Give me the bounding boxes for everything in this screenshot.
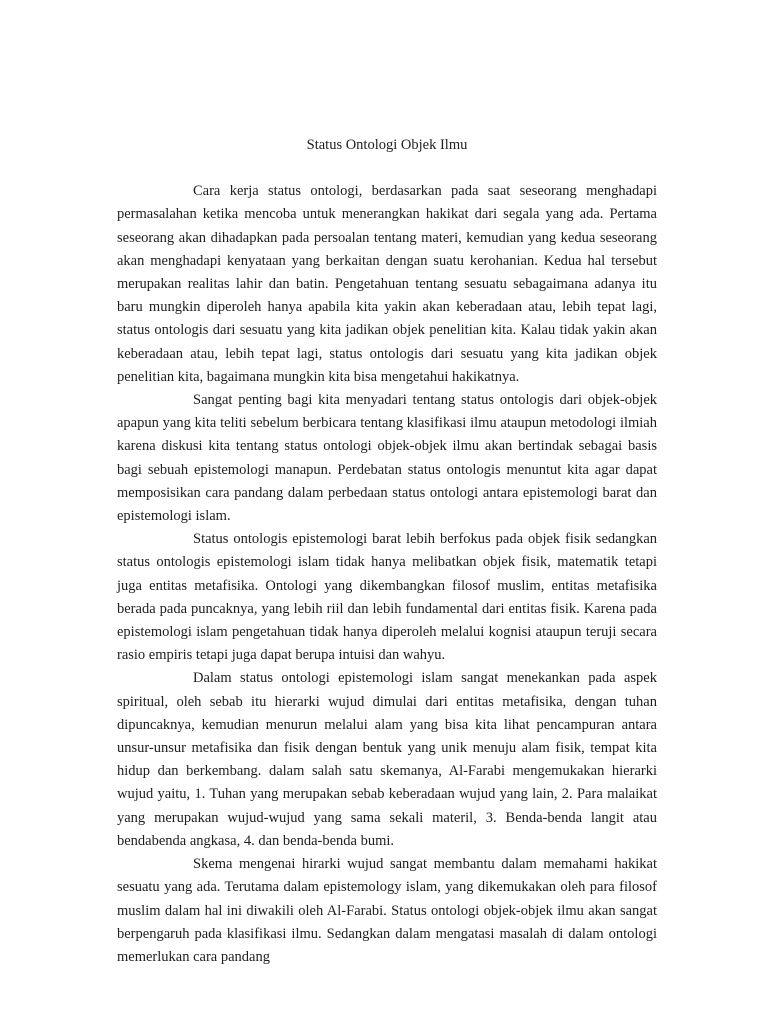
paragraph-3: Status ontologis epistemologi barat lebih berfokus pada objek fisik sedangkan status ontologis epistemologi islam tidak hanya melibatkan objek fisik, matematik tetapi juga entitas metafisika. Ontologi yang dikembangkan filosof muslim, entitas metafisika berada pada puncaknya, yang lebih riil dan lebih fundamental dari entitas fisik. Karena pada epistemologi islam pengetahuan tidak hanya diperoleh melalui kognisi ataupun teruji secara rasio empiris tetapi juga dapat berupa intuisi dan wahyu.: [117, 531, 657, 664]
paragraph-1: Cara kerja status ontologi, berdasarkan pada saat seseorang menghadapi permasalahan ketika mencoba untuk menerangkan hakikat dari segala yang ada. Pertama seseorang akan dihadapkan pada persoalan tentang materi, kemudian yang kedua seseorang akan menghadapi kenyataan yang berkaitan dengan suatu kerohanian. Kedua hal tersebut merupakan realitas lahir dan batin. Pengetahuan tentang sesuatu sebagaimana adanya itu baru mungkin diperoleh hanya apabila kita yakin akan keberadaan atau, lebih tepat lagi, status ontologis dari sesuatu yang kita jadikan objek penelitian kita. Kalau tidak yakin akan keberadaan atau, lebih tepat lagi, status ontologis dari sesuatu yang kita jadikan objek penelitian kita, bagaimana mungkin kita bisa mengetahui hakikatnya.: [117, 183, 657, 385]
paragraph-5: Skema mengenai hirarki wujud sangat membantu dalam memahami hakikat sesuatu yang ada. Terutama dalam epistemology islam, yang dikemukakan oleh para filosof muslim dalam hal ini diwakili oleh Al-Farabi. Status ontologi objek-objek ilmu akan sangat berpengaruh pada klasifikasi ilmu. Sedangkan dalam mengatasi masalah di dalam ontologi memerlukan cara pandang: [117, 856, 657, 965]
document-title: Status Ontologi Objek Ilmu: [306, 137, 468, 153]
paragraph-2: Sangat penting bagi kita menyadari tentang status ontologis dari objek-objek apapun yang kita teliti sebelum berbicara tentang klasifikasi ilmu ataupun metodologi ilmiah karena diskusi kita tentang status ontologi objek-objek ilmu akan bertindak sebagai basis bagi sebuah epistemologi manapun. Perdebatan status ontologis menuntut kita agar dapat memposisikan cara pandang dalam perbedaan status ontologi antara epistemologi barat dan epistemologi islam.: [117, 392, 657, 525]
paragraph-4: Dalam status ontologi epistemologi islam sangat menekankan pada aspek spiritual, oleh sebab itu hierarki wujud dimulai dari entitas metafisika, dengan tuhan dipuncaknya, kemudian menurun melalui alam yang bisa kita lihat pencampuran antara unsur-unsur metafisika dan fisik dengan bentuk yang unik menuju alam fisik, tempat kita hidup dan berkembang. dalam salah satu skemanya, Al-Farabi mengemukakan hierarki wujud yaitu, 1. Tuhan yang merupakan sebab keberadaan wujud yang lain, 2. Para malaikat yang merupakan wujud-wujud yang sama sekali materil, 3. Benda-benda langit atau bendabenda angkasa, 4. dan benda-benda bumi.: [117, 670, 657, 849]
document-body: [117, 134, 657, 969]
